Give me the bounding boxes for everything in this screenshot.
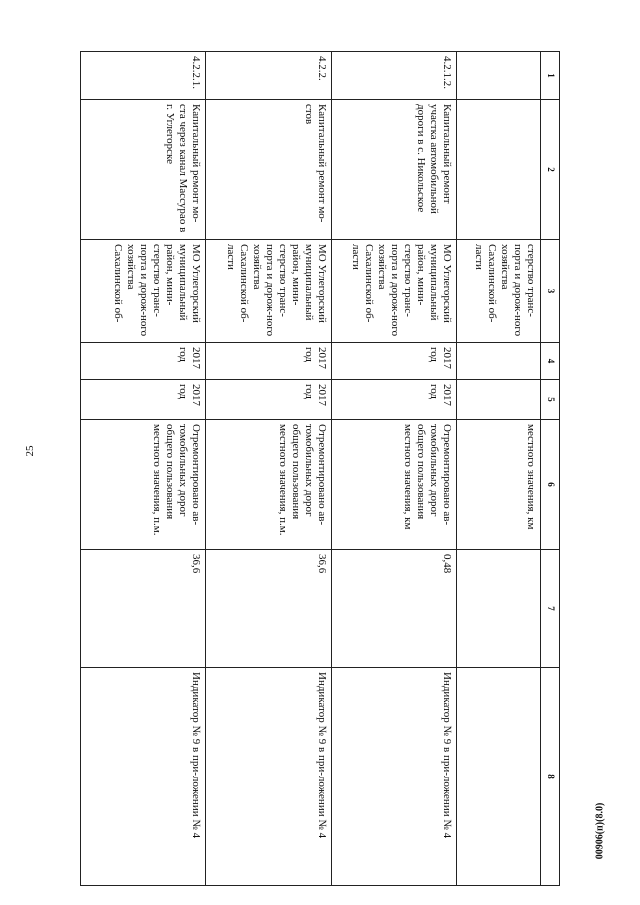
expected-result: Отремонтировано ав-томобильных дорог общего пользования местного значения, п.м. [81, 420, 206, 550]
expected-result: местного значения, км [457, 420, 541, 550]
page-number: 25 [24, 445, 36, 457]
rotated-table-container [80, 51, 560, 885]
table-row [81, 52, 206, 886]
indicator-value [457, 550, 541, 668]
row-number: 4.2.2.1. [81, 52, 206, 100]
header-cell-5: 5 [541, 380, 560, 420]
event-name: Капитальный ремонт мо-ста через канал Массурао в г. Углегорске [81, 100, 206, 240]
header-cell-1: 1 [541, 52, 560, 100]
expected-result: Отремонтировано ав-томобильных дорог общего пользования местного значения, п.м. [206, 420, 331, 550]
executor: стерство транс-порта и дорож-ного хозяйства Сахалинской об-ласти [457, 240, 541, 343]
indicator-value: 36,6 [206, 550, 331, 668]
start-year: 2017 год [81, 343, 206, 380]
header-cell-6: 6 [541, 420, 560, 550]
end-year: 2017 год [331, 380, 456, 420]
expected-result: Отремонтировано ав-томобильных дорог общего пользования местного значения, км [331, 420, 456, 550]
header-row [541, 52, 560, 886]
header-cell-3: 3 [541, 240, 560, 343]
indicator-link: Индикатор № 9 в при-ложении № 4 [81, 668, 206, 886]
indicator-value: 0,48 [331, 550, 456, 668]
executor: МО Углегорский муниципальный район, мини-стерство транс-порта и дорож-ного хозяйства Сахалинской об-ласти [331, 240, 456, 343]
header-cell-4: 4 [541, 343, 560, 380]
indicator-value: 36,6 [81, 550, 206, 668]
row-number [457, 52, 541, 100]
indicator-link: Индикатор № 9 в при-ложении № 4 [331, 668, 456, 886]
executor: МО Углегорский муниципальный район, мини-стерство транс-порта и дорож-ного хозяйства Сахалинской об-ласти [206, 240, 331, 343]
document-code: 00906(п)(8.0) [594, 802, 606, 860]
header-cell-2: 2 [541, 100, 560, 240]
program-table [80, 51, 560, 886]
table-row [331, 52, 456, 886]
row-number: 4.2.1.2. [331, 52, 456, 100]
end-year [457, 380, 541, 420]
table-row [457, 52, 541, 886]
event-name [457, 100, 541, 240]
end-year: 2017 год [206, 380, 331, 420]
start-year: 2017 год [206, 343, 331, 380]
start-year: 2017 год [331, 343, 456, 380]
indicator-link: Индикатор № 9 в при-ложении № 4 [206, 668, 331, 886]
table-row [206, 52, 331, 886]
event-name: Капитальный ремонт мо-стов [206, 100, 331, 240]
executor: МО Углегорский муниципальный район, мини-стерство транс-порта и дорож-ного хозяйства Сахалинской об- [81, 240, 206, 343]
event-name: Капитальный ремонт участка автомобильной дороги в с. Никольское [331, 100, 456, 240]
header-cell-8: 8 [541, 668, 560, 886]
start-year [457, 343, 541, 380]
indicator-link [457, 668, 541, 886]
row-number: 4.2.2. [206, 52, 331, 100]
end-year: 2017 год [81, 380, 206, 420]
header-cell-7: 7 [541, 550, 560, 668]
